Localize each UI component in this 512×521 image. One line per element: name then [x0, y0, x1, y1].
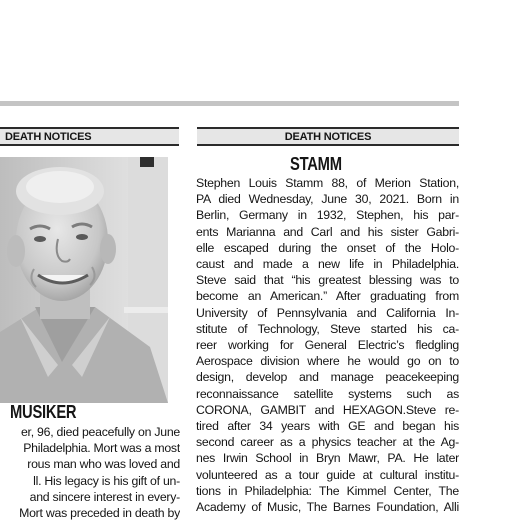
obituary-line: Berlin, Germany in 1932, Stephen, his par- [196, 208, 459, 223]
obituary-line: University of Pennsylvania and California In- [196, 305, 459, 320]
obituary-line: er, 96, died peacefully on June [20, 425, 180, 439]
obituary-line: tired after 34 years with GE and began his [196, 419, 459, 434]
obituary-line: stitute of Technology, Steve started his ca- [196, 321, 459, 336]
obituary-line: reconnaissance satellite systems such as [196, 386, 459, 401]
obituary-line: reer working for General Electric’s fledgling [196, 338, 459, 353]
obituary-line: Philadelphia. Mort was a most [23, 441, 180, 456]
obituary-line: Stephen Louis Stamm 88, of Merion Station, [196, 176, 459, 190]
obituary-line: tions in Philadelphia: The Kimmel Center, The [196, 483, 459, 498]
obituary-line: caust and made a new life in Philadelphia. [196, 257, 459, 272]
top-divider-rule [0, 101, 459, 106]
obituary-line: nes Irwin School in Bryn Mawr, PA. He later [196, 451, 459, 466]
obituary-line: Steve said that “his greatest blessing was to [196, 273, 459, 288]
obituary-line: Academy of Music, The Barnes Foundation, Alli [196, 500, 459, 515]
left-deceased-name: MUSIKER [10, 402, 77, 422]
obituary-line: elle escaped during the onset of the Holo- [196, 240, 459, 255]
obituary-line: CORONA, GAMBIT and HEXAGON.Steve re- [196, 402, 459, 417]
obituary-line: and sincere interest in every- [29, 489, 180, 504]
portrait-image [0, 157, 168, 403]
obituary-line: volunteered as a tour guide at cultural institu- [196, 467, 459, 482]
obituary-line: Mort was preceded in death by [19, 506, 180, 521]
right-obituary-text [196, 175, 459, 515]
obituary-line: PA died Wednesday, June 30, 2021. Born in [196, 192, 459, 207]
obituary-line: design, develop and manage peacekeeping [196, 370, 459, 385]
obituary-photo [0, 157, 168, 403]
obituary-line: become an American.” After graduating from [196, 289, 459, 304]
right-deceased-name: STAMM [290, 154, 342, 174]
obituary-line: second career as a physics teacher at the Ag- [196, 435, 459, 450]
obituary-line: rous man who was loved and [27, 457, 180, 472]
right-section-header: DEATH NOTICES [197, 127, 459, 146]
obituary-line: ll. His legacy is his gift of un- [33, 473, 180, 488]
left-obituary-text [0, 424, 180, 521]
obituary-line: ents Marianna and Carl and his sister Gabri- [196, 224, 459, 239]
left-section-header: DEATH NOTICES [0, 127, 179, 146]
obituary-line: Aerospace division where he would go on to [196, 354, 459, 369]
